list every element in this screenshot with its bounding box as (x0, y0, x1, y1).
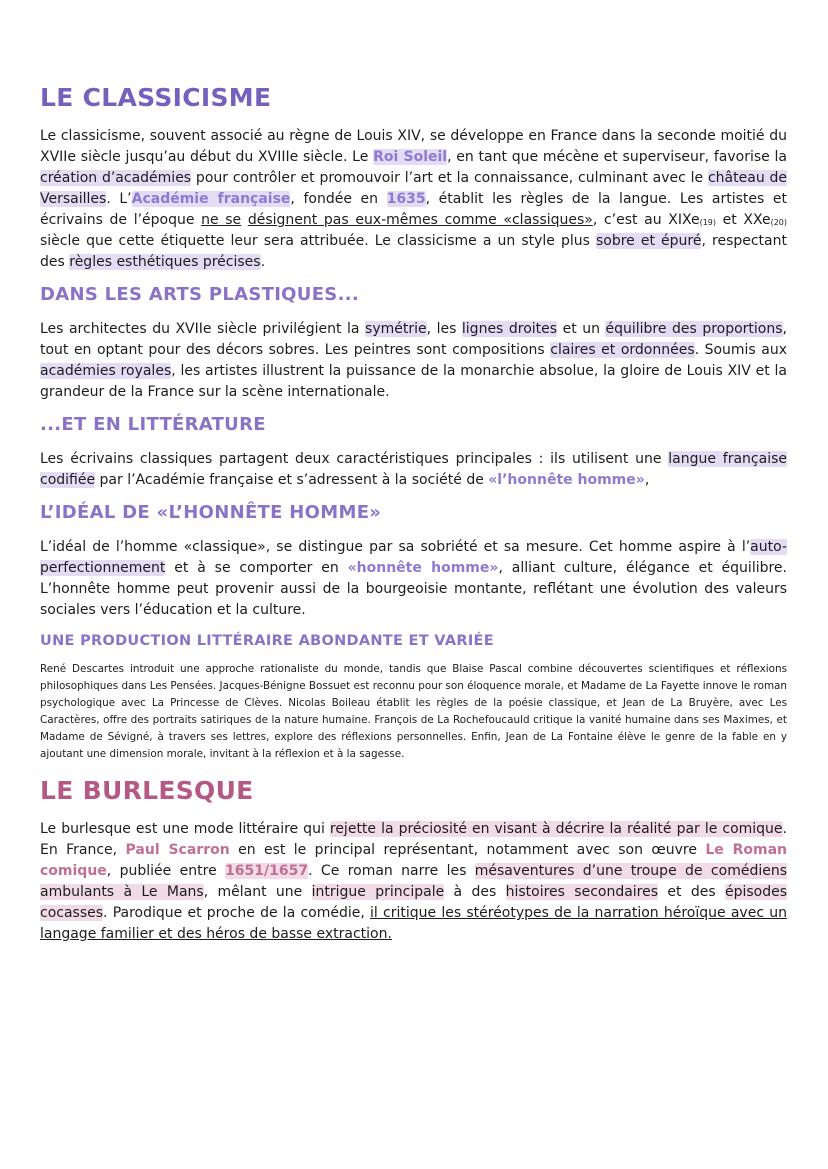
underlined-text: désignent pas eux-mêmes comme «classiques» (247, 212, 593, 228)
underlined-text: ne se (201, 212, 242, 228)
text-run: pour contrôler et promouvoir l’art et la connaissance, culminant avec le (191, 170, 708, 186)
text-run: et un (557, 321, 606, 337)
academie-francaise-term: Académie française (131, 191, 291, 207)
year-1635: 1635 (386, 191, 426, 207)
text-run: , mêlant une (203, 884, 312, 900)
intrigue-principale-highlight: intrigue principale (311, 884, 445, 900)
text-run: Le burlesque est une mode littéraire qui (40, 821, 330, 837)
arts-plastiques-heading: DANS LES ARTS PLASTIQUES... (40, 284, 359, 305)
arts-plastiques-paragraph (40, 319, 787, 403)
critique-underlined: il critique les stéréotypes de la narration héroïque avec un langage familier et des héros de basse extraction. (40, 905, 787, 942)
text-run: , (644, 472, 650, 488)
chateau-versailles-highlight: château de Versailles (40, 170, 788, 207)
text-run: . Parodique et proche de la comédie, (103, 905, 371, 921)
litterature-heading: ...ET EN LITTÉRATURE (40, 414, 266, 435)
document-page (40, 82, 787, 945)
text-run: , fondée en (290, 191, 387, 207)
auto-perfectionnement-highlight: auto-perfectionnement (40, 539, 787, 576)
histoires-secondaires-highlight: histoires secondaires (505, 884, 659, 900)
ideal-paragraph (40, 537, 787, 621)
mesaventures-highlight: mésaventures d’une troupe de comédiens ambulants à Le Mans (40, 863, 787, 900)
text-run: par l’Académie française et s’adressent à la société de (95, 472, 489, 488)
honnete-homme-term: «honnête homme» (347, 560, 499, 576)
text-run: . Ce roman narre les (308, 863, 475, 879)
text-run: et XXe (716, 212, 771, 228)
honnete-homme-term: «l’honnête homme» (488, 472, 645, 488)
text-run: Les écrivains classiques partagent deux caractéristiques principales : ils utilisent une (40, 451, 669, 467)
ideal-heading: L’IDÉAL DE «L’HONNÊTE HOMME» (40, 502, 382, 523)
text-run: . En France, (40, 821, 787, 858)
text-run: , alliant culture, élégance et équilibre. L’honnête homme peut provenir aussi de la bourgeoisie montante, reflétant une évolution des valeurs sociales vers l’éducation et la culture. (40, 560, 787, 618)
roman-comique-term: Le Roman comique (40, 842, 787, 879)
century-subscript: (19) (699, 218, 716, 227)
litterature-paragraph (40, 449, 787, 491)
burlesque-paragraph (40, 819, 787, 945)
claires-ordonnees-highlight: claires et ordonnées (550, 342, 695, 358)
regles-esthetiques-highlight: règles esthétiques précises (69, 254, 261, 270)
text-run: , les artistes illustrent la puissance de la monarchie absolue, la gloire de Louis XIV et la grandeur de la France sur la scène internationale. (40, 363, 787, 400)
langue-codifiee-highlight: langue française codifiée (40, 451, 787, 488)
creation-academies-highlight: création d’académies (40, 170, 192, 186)
text-run: en est le principal représentant, notamment avec son œuvre (229, 842, 706, 858)
text-run: à des (444, 884, 506, 900)
text-run: , c’est au XIXe (592, 212, 700, 228)
text-run: . (260, 254, 266, 270)
text-run: , établit les règles de la langue. Les artistes et écrivains de l’époque (40, 191, 787, 228)
text-run: L’idéal de l’homme «classique», se distingue par sa sobriété et sa mesure. Cet homme aspire à l’ (40, 539, 751, 555)
roi-soleil-term: Roi Soleil (373, 149, 448, 165)
text-run: , les (426, 321, 462, 337)
classicisme-intro-paragraph (40, 126, 787, 273)
text-run: siècle que cette étiquette leur sera attribuée. Le classicisme a un style plus (40, 233, 596, 249)
classicisme-title: LE CLASSICISME (40, 83, 272, 112)
text-run: Les architectes du XVIIe siècle privilégient la (40, 321, 366, 337)
text-run: , en tant que mécène et superviseur, favorise la (447, 149, 787, 165)
sobre-epure-highlight: sobre et épuré (595, 233, 702, 249)
text-run: Le classicisme, souvent associé au règne de Louis XIV, se développe en France dans la seconde moitié du XVIIe siècle jusqu’au début du XVIIIe siècle. Le (40, 128, 787, 165)
academies-royales-highlight: académies royales (40, 363, 172, 379)
text-run: et des (658, 884, 725, 900)
text-run: et à se comporter en (165, 560, 348, 576)
century-subscript: (20) (770, 218, 788, 227)
burlesque-title: LE BURLESQUE (40, 776, 254, 805)
text-run: , publiée entre (106, 863, 226, 879)
production-paragraph: René Descartes introduit une approche rationaliste du monde, tandis que Blaise Pascal combine découvertes scientifiques et réflexions philosophiques dans Les Pensées. Jacques-Bénigne Bossuet est reconnu pour son éloquence morale, et Madame de La Fayette innove le roman psychologique avec La Princesse de Clèves. Nicolas Boileau établit les règles de la poésie classique, et Jean de La Bruyère, avec Les Caractères, offre des portraits satiriques de la nature humaine. François de La Rochefoucauld critique la vanité humaine dans ses Maximes, et Madame de Sévigné, à travers ses lettres, explore des réflexions personnelles. Enfin, Jean de La Fontaine élève le genre de la fable en y ajoutant une dimension morale, invitant à la réflexion et à la sagesse. (40, 663, 788, 760)
text-run: , respectant des (40, 233, 787, 270)
text-run: . L’ (106, 191, 132, 207)
equilibre-highlight: équilibre des proportions (605, 321, 783, 337)
production-heading: UNE PRODUCTION LITTÉRAIRE ABONDANTE ET VARIÉE (40, 633, 494, 649)
text-run: . Soumis aux (694, 342, 787, 358)
rejette-preciosite-highlight: rejette la préciosité en visant à décrire la réalité par le comique (329, 821, 783, 837)
paul-scarron-term: Paul Scarron (125, 842, 230, 858)
lignes-droites-highlight: lignes droites (461, 321, 558, 337)
dates-1651-1657: 1651/1657 (225, 863, 309, 879)
symetrie-highlight: symétrie (365, 321, 427, 337)
text-run (241, 212, 248, 228)
text-run: , tout en optant pour des décors sobres. Les peintres sont compositions (40, 321, 787, 358)
episodes-cocasses-highlight: épisodes cocasses (40, 884, 788, 921)
